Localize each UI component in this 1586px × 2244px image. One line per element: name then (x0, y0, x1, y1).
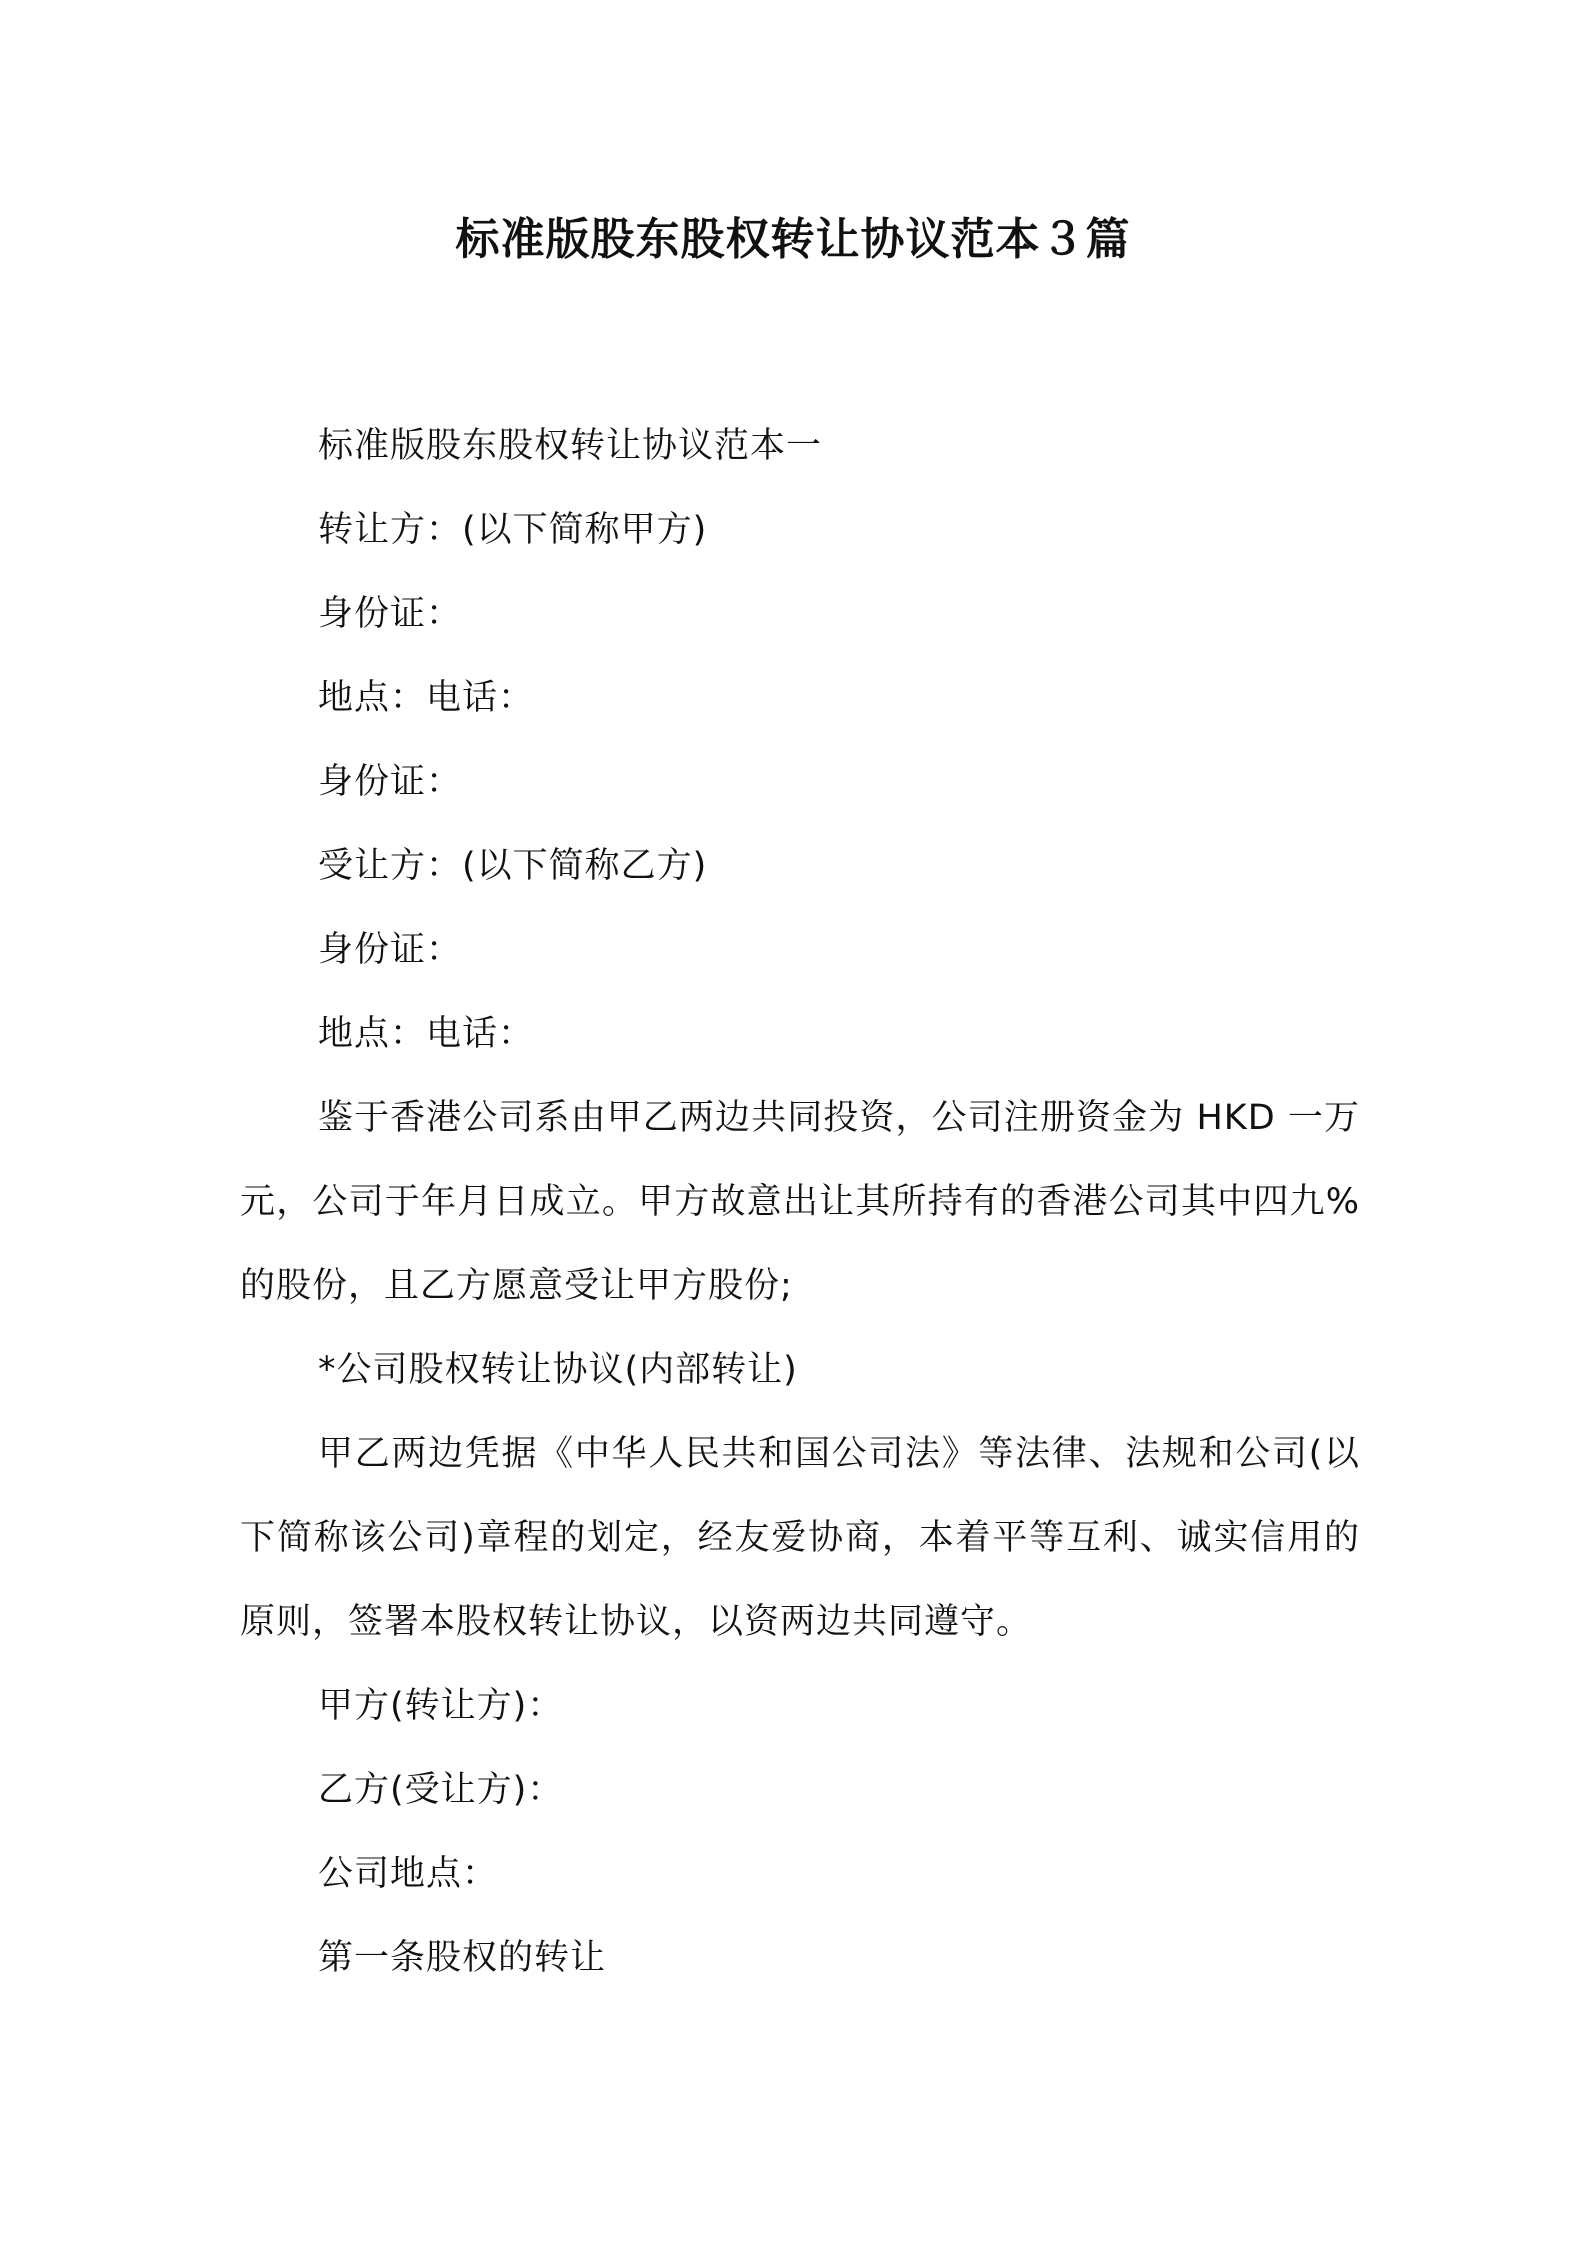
id-card-line: 身份证： (318, 594, 463, 634)
document-title: 标准版股东股权转让协议范本３篇 (455, 214, 1131, 265)
article-heading: 第一条股权的转让 (318, 1938, 607, 1978)
company-address-line: 公司地点： (318, 1854, 499, 1894)
preamble-paragraph: 甲乙两边凭据《中华人民共和国公司法》等法律、法规和公司(以下简称该公司)章程的划定，经友爱协商，本着平等互利、诚实信用的原则，签署本股权转让协议，以资两边共同遵守。 (240, 1434, 1360, 1642)
address-phone-line: 地点：电话： (318, 678, 535, 718)
transferee-line: 受让方：(以下简称乙方) (318, 846, 708, 886)
id-card-line: 身份证： (318, 762, 463, 802)
id-card-line: 身份证： (318, 930, 463, 970)
section-heading: 标准版股东股权转让协议范本一 (318, 426, 823, 466)
party-b-line: 乙方(受让方)： (318, 1770, 564, 1810)
address-phone-line: 地点：电话： (318, 1014, 535, 1054)
recital-paragraph: 鉴于香港公司系由甲乙两边共同投资，公司注册资金为 HKD 一万元，公司于年月日成立。甲方故意出让其所持有的香港公司其中四九%的股份，且乙方愿意受让甲方股份; (240, 1098, 1360, 1306)
party-a-line: 甲方(转让方)： (318, 1686, 564, 1726)
transferor-line: 转让方：(以下简称甲方) (318, 510, 708, 550)
document-body (240, 404, 1360, 2000)
agreement-subtitle: *公司股权转让协议(内部转让) (318, 1350, 798, 1390)
